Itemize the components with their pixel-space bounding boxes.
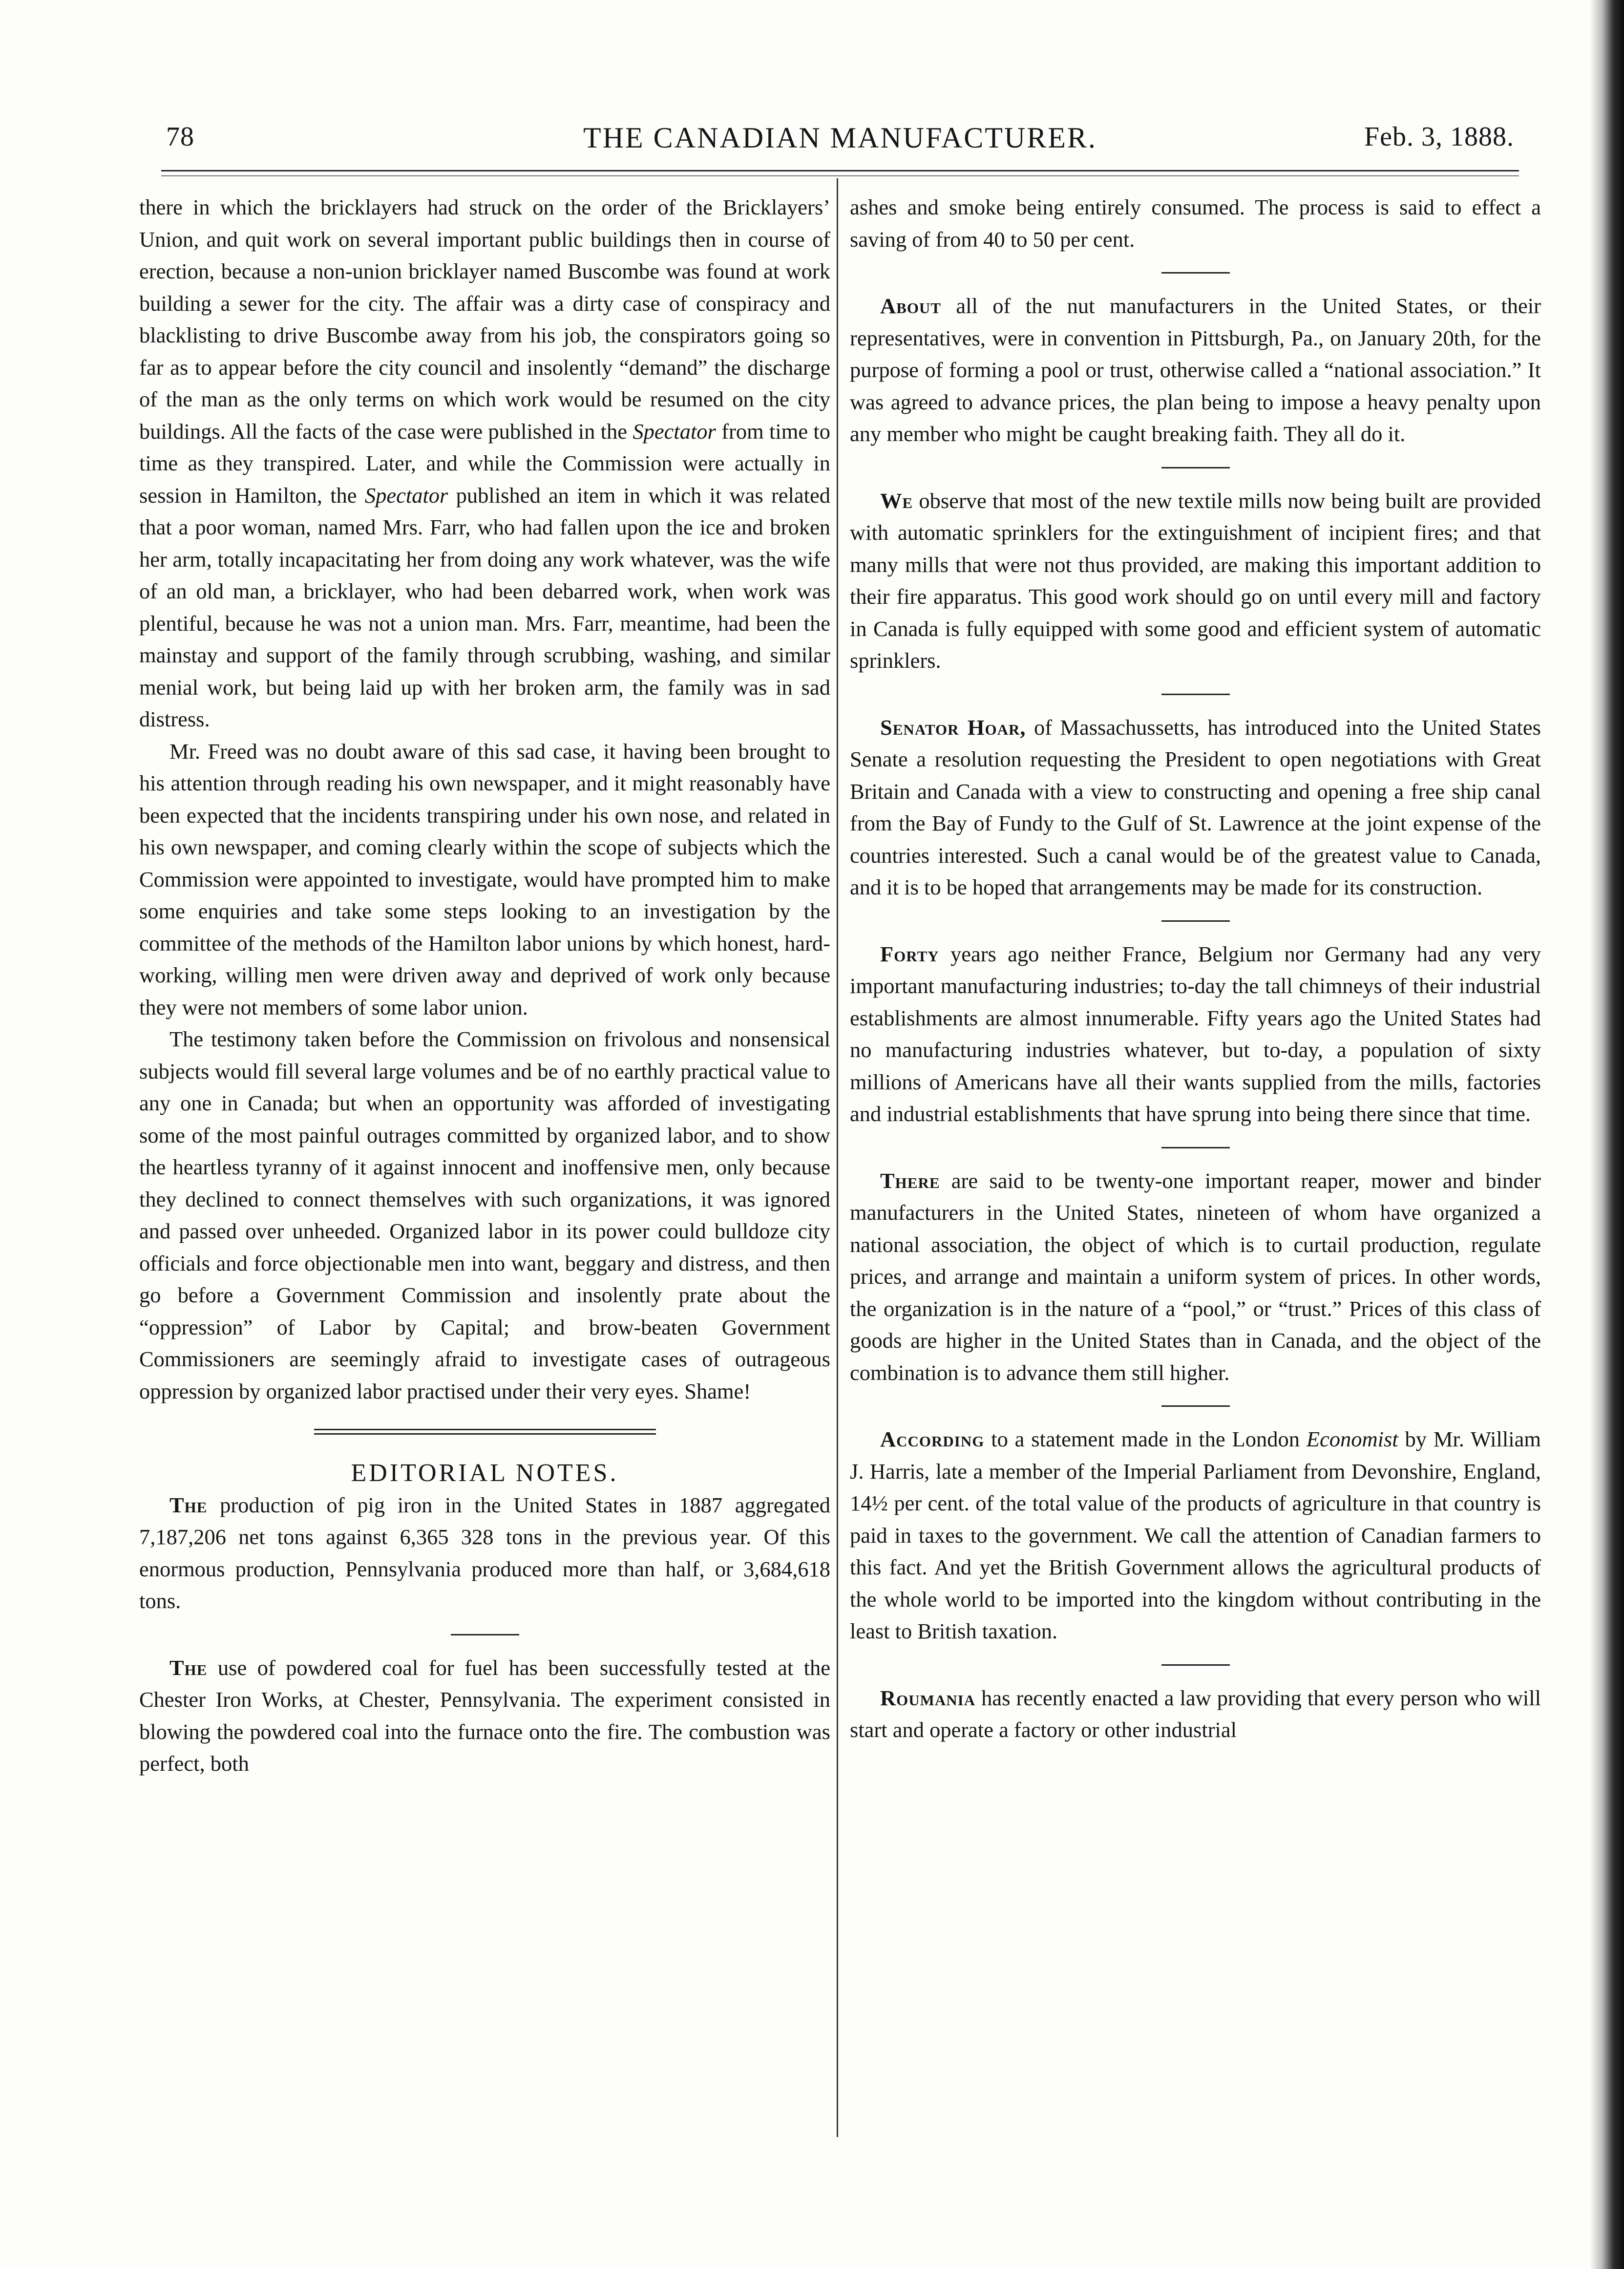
editorial-note: Forty years ago neither France, Belgium nor Germany had any very important manufacturing industries; to-day the tall chimneys of their industrial establishments are almost innumerable. Fifty years ago the United States had no manufacturing industries whatever, but to-day, a population of sixty millions of Americans have all their wants supplied from the mills, factories and industrial establishments that have sprung into being there since that time. bbox=[850, 941, 1541, 1126]
note-divider bbox=[1161, 1147, 1230, 1148]
editorial-note: Roumania has recently enacted a law providing that every person who will start and operate a factory or other industrial bbox=[850, 1685, 1541, 1742]
masthead-title: THE CANADIAN MANUFACTURER. bbox=[583, 122, 1097, 154]
column-divider bbox=[837, 178, 838, 2137]
header-rule bbox=[161, 170, 1519, 176]
note-divider bbox=[451, 1634, 519, 1635]
editorial-note: About all of the nut manufacturers in the United States, or their representatives, were in convention in Pittsburgh, Pa., on January 20th, for the purpose of forming a pool or trust, otherwise called a “national association.” It was agreed to advance prices, the plan being to impose a heavy penalty upon any member who might be caught breaking faith. They all do it. bbox=[850, 294, 1541, 446]
article-paragraph: Mr. Freed was no doubt aware of this sad case, it having been brought to his attention through reading his own newspaper, and it might reasonably have been expected that the incidents transpiring under his own nose, and related in his own newspaper, and coming clearly within the scope of subjects which the Commission were appointed to investigate, would have prompted him to make some enquiries and take some steps looking to an investigation by the committee of the methods of the Hamilton labor unions by which honest, hard-working, willing men were driven away and deprived of work only because they were not members of some labor union. bbox=[139, 739, 830, 1019]
editorial-note: There are said to be twenty-one important reaper, mower and binder manufacturers in the United States, nineteen of whom have organized a national association, the object of which is to curtail production, regulate prices, and arrange and maintain a uniform system of prices. In other words, the organization is in the nature of a “pool,” or “trust.” Prices of this class of goods are higher in the United States than in Canada, and the object of the combination is to advance them still higher. bbox=[850, 1168, 1541, 1385]
editorial-note: Senator Hoar, of Massachussetts, has introduced into the United States Senate a resolution requesting the President to open negotiations with Great Britain and Canada with a view to constructing and opening a free ship canal from the Bay of Fundy to the Gulf of St. Lawrence at the joint expense of the countries interested. Such a canal would be of the greatest value to Canada, and it is to be hoped that arrangements may be made for its construction. bbox=[850, 715, 1541, 899]
editorial-note: We observe that most of the new textile mills now being built are provided with automatic sprinklers for the extinguishment of incipient fires; and that many mills that were not thus provided, are making this important addition to their fire apparatus. This good work should go on until every mill and factory in Canada is fully equipped with some good and efficient system of automatic sprinklers. bbox=[850, 488, 1541, 673]
article-paragraph: there in which the bricklayers had struck on the order of the Bricklayers’ Union, and quit work on several important public buildings then in course of erection, because a non-union bricklayer named Buscombe was found at work building a sewer for the city. The affair was a dirty case of conspiracy and blacklisting to drive Buscombe away from his job, the conspirators going so far as to appear before the city council and insolently “demand” the discharge of the man as the only terms on which work would be resumed on the city buildings. All the facts of the case were published in the Spectator from time to time as they transpired. Later, and while the Commission were actually in session in Hamilton, the Spectator published an item in which it was related that a poor woman, named Mrs. Farr, who had fallen upon the ice and broken her arm, totally incapacitating her from doing any work whatever, was the wife of an old man, a bricklayer, who had been debarred work, when work was plentiful, because he was not a union man. Mrs. Farr, meantime, had been the mainstay and support of the family through scrubbing, washing, and similar menial work, but being laid up with her broken arm, the family was in sad distress. bbox=[139, 195, 830, 731]
editorial-note-continued: ashes and smoke being entirely consumed. The process is said to effect a saving of from 40 to 50 per cent. bbox=[850, 195, 1541, 252]
section-heading: EDITORIAL NOTES. bbox=[351, 1459, 619, 1487]
note-divider bbox=[1161, 1664, 1230, 1666]
editorial-note: The use of powdered coal for fuel has been successfully tested at the Chester Iron Works, at Chester, Pennsylvania. The experiment consisted in blowing the powdered coal into the furnace onto the fire. The combustion was perfect, both bbox=[139, 1655, 830, 1776]
page-header bbox=[166, 121, 1514, 170]
left-column bbox=[139, 191, 830, 1780]
note-divider bbox=[1161, 1405, 1230, 1407]
note-divider bbox=[1161, 920, 1230, 922]
note-divider bbox=[1161, 467, 1230, 468]
right-column bbox=[850, 191, 1541, 1746]
note-divider bbox=[1161, 272, 1230, 274]
note-divider bbox=[1161, 694, 1230, 695]
issue-date: Feb. 3, 1888. bbox=[1364, 122, 1514, 152]
editorial-note: The production of pig iron in the United States in 1887 aggregated 7,187,206 net tons against 6,365 328 tons in the previous year. Of this enormous production, Pennsylvania produced more than half, or 3,684,618 tons. bbox=[139, 1492, 830, 1613]
editorial-note: According to a statement made in the London Economist by Mr. William J. Harris, late a member of the Imperial Parliament from Devonshire, England, 14½ per cent. of the total value of the products of agriculture in that country is paid in taxes to the government. We call the attention of Canadian farmers to this fact. And yet the British Government allows the agricultural products of the whole world to be imported into the kingdom without contributing in the least to British taxation. bbox=[850, 1427, 1541, 1643]
article-paragraph: The testimony taken before the Commission on frivolous and nonsensical subjects would fill several large volumes and be of no earthly practical value to any one in Canada; but when an opportunity was afforded of investigating some of the most painful outrages committed by organized labor, and to show the heartless tyranny of it against innocent and inoffensive men, only because they declined to connect themselves with such organizations, it was ignored and passed over unheeded. Organized labor in its power could bulldoze city officials and force objectionable men into want, beggary and distress, and then go before a Government Commission and insolently prate about the “oppression” of Labor by Capital; and brow-beaten Government Commissioners are seemingly afraid to investigate cases of outrageous oppression by organized labor practised under their very eyes. Shame! bbox=[139, 1027, 830, 1403]
section-divider bbox=[314, 1429, 656, 1435]
page-number: 78 bbox=[166, 122, 194, 152]
page-binding-edge bbox=[1590, 0, 1624, 2269]
